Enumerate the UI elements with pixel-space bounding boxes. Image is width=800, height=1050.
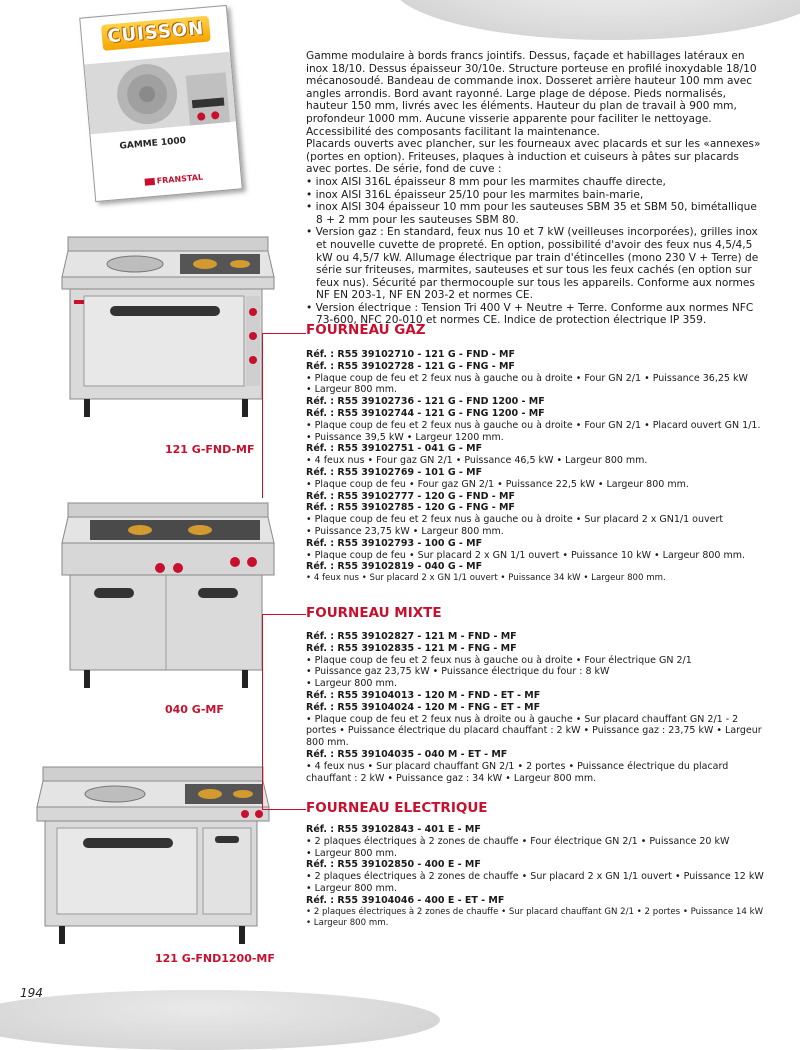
reference-code: Réf. : R55 39102777 - 120 G - FND - MF: [306, 490, 515, 502]
section-body-mixte: [306, 631, 764, 784]
reference-code: Réf. : R55 39102850 - 400 E - MF: [306, 859, 481, 871]
spec-line: • 4 feux nus • Sur placard 2 x GN 1/1 ouvert • Puissance 34 kW • Largeur 800 mm.: [306, 573, 764, 585]
reference-code: Réf. : R55 39104013 - 120 M - FND - ET - MF: [306, 689, 541, 701]
connector-line: [262, 809, 306, 810]
section-body-gaz: [306, 349, 764, 585]
spec-line: • Puissance 39,5 kW • Largeur 1200 mm.: [306, 432, 764, 444]
intro-text: [306, 50, 766, 327]
reference-code: Réf. : R55 39102819 - 040 G - MF: [306, 561, 483, 573]
spec-line: • Puissance gaz 23,75 kW • Puissance électrique du four : 8 kW: [306, 666, 764, 678]
intro-bullet: • inox AISI 304 épaisseur 10 mm pour les sauteuses SBM 35 et SBM 50, bimétallique 8 + 2 mm pour les sauteuses SBM 80.: [306, 201, 766, 226]
reference-code: Réf. : R55 39102827 - 121 M - FND - MF: [306, 631, 517, 642]
spec-line: • Largeur 800 mm.: [306, 848, 764, 860]
section-title-electrique: FOURNEAU ELECTRIQUE: [306, 800, 488, 816]
cover-title: CUISSON: [101, 16, 211, 51]
spec-line: • 4 feux nus • Four gaz GN 2/1 • Puissance 46,5 kW • Largeur 800 mm.: [306, 455, 764, 467]
spec-line: • 4 feux nus • Sur placard chauffant GN 2/1 • 2 portes • Puissance électrique du placard chauffant : 2 kW • Puissance gaz : 34 kW • Largeur 800 mm.: [306, 761, 764, 785]
product-image-040-g-mf: [60, 498, 280, 698]
bottom-decorative-arc: [0, 990, 440, 1050]
intro-bullet: • Version électrique : Tension Tri 400 V + Neutre + Terre. Conforme aux normes NFC 73-600, NFC 20-010 et normes CE. Indice de protection électrique IP 359.: [306, 302, 766, 327]
spec-line: • 2 plaques électriques à 2 zones de chauffe • Four électrique GN 2/1 • Puissance 20 kW: [306, 836, 764, 848]
reference-code: Réf. : R55 39102728 - 121 G - FNG - MF: [306, 360, 515, 372]
page-number: 194: [20, 986, 43, 1000]
top-decorative-arc: [392, 0, 800, 40]
cover-cooktop-illustration: [83, 42, 236, 144]
reference-code: Réf. : R55 39104024 - 120 M - FNG - ET - MF: [306, 701, 541, 713]
spec-line: • 2 plaques électriques à 2 zones de chauffe • Sur placard 2 x GN 1/1 ouvert • Puissance 12 kW • Largeur 800 mm.: [306, 871, 764, 895]
section-title-gaz: FOURNEAU GAZ: [306, 322, 426, 338]
reference-code: Réf. : R55 39102736 - 121 G - FND 1200 - MF: [306, 396, 545, 408]
reference-code: Réf. : R55 39102751 - 041 G - MF: [306, 443, 483, 455]
connector-line: [262, 333, 263, 498]
reference-code: Réf. : R55 39102785 - 120 G - FNG - MF: [306, 502, 515, 514]
spec-line: • Largeur 800 mm.: [306, 678, 764, 690]
caption-040-g-mf: 040 G-MF: [165, 703, 224, 716]
intro-bullet: • inox AISI 316L épaisseur 8 mm pour les marmites chauffe directe,: [306, 176, 766, 189]
reference-code: Réf. : R55 39102744 - 121 G - FNG 1200 - MF: [306, 407, 545, 419]
caption-121-g-fnd-mf: 121 G-FND-MF: [165, 443, 255, 456]
catalogue-cover: [79, 5, 243, 202]
section-body-electrique: [306, 824, 764, 930]
spec-line: • Puissance 23,75 kW • Largeur 800 mm.: [306, 526, 764, 538]
spec-line: • Plaque coup de feu • Sur placard 2 x GN 1/1 ouvert • Puissance 10 kW • Largeur 800 mm.: [306, 550, 764, 562]
section-title-mixte: FOURNEAU MIXTE: [306, 605, 442, 621]
product-image-121-g-fnd1200-mf: [35, 762, 275, 948]
spec-line: • 2 plaques électriques à 2 zones de chauffe • Sur placard chauffant GN 2/1 • 2 portes • Puissance 14 kW • Largeur 800 mm.: [306, 907, 764, 931]
intro-bullet: • inox AISI 316L épaisseur 25/10 pour les marmites bain-marie,: [306, 189, 766, 202]
reference-code: Réf. : R55 39102843 - 401 E - MF: [306, 824, 481, 835]
connector-line: [262, 333, 306, 334]
spec-line: • Plaque coup de feu et 2 feux nus à gauche ou à droite • Four GN 2/1 • Placard ouvert GN 1/1.: [306, 420, 764, 432]
reference-code: Réf. : R55 39102835 - 121 M - FNG - MF: [306, 642, 517, 654]
reference-code: Réf. : R55 39102710 - 121 G - FND - MF: [306, 349, 515, 360]
spec-line: • Plaque coup de feu et 2 feux nus à gauche ou à droite • Four GN 2/1 • Puissance 36,25 kW: [306, 373, 764, 385]
spec-line: • Plaque coup de feu • Four gaz GN 2/1 • Puissance 22,5 kW • Largeur 800 mm.: [306, 479, 764, 491]
caption-121-g-fnd1200-mf: 121 G-FND1200-MF: [155, 952, 275, 965]
reference-code: Réf. : R55 39102793 - 100 G - MF: [306, 537, 483, 549]
reference-code: Réf. : R55 39102769 - 101 G - MF: [306, 466, 483, 478]
connector-line: [262, 614, 263, 809]
intro-bullet-list: [306, 176, 766, 327]
reference-code: Réf. : R55 39104046 - 400 E - ET - MF: [306, 894, 505, 906]
reference-code: Réf. : R55 39104035 - 040 M - ET - MF: [306, 748, 508, 760]
cover-subtitle: GAMME 1000: [119, 135, 187, 152]
spec-line: • Plaque coup de feu et 2 feux nus à gauche ou à droite • Sur placard 2 x GN1/1 ouvert: [306, 514, 764, 526]
cover-brand-logo: FRANSTAL: [144, 173, 203, 187]
intro-paragraph-1: Gamme modulaire à bords francs jointifs. Dessus, façade et habillages latéraux en inox 18/10. Dessus épaisseur 30/10e. Structure porteuse en profilé inoxydable 18/10 mécanosoudé. Bandeau de commande inox. Dosseret arrière hauteur 100 mm avec angles arrondis. Bord avant rayonné. Large plage de dépose. Pieds normalisés, hauteur 150 mm, livrés avec les éléments. Hauteur du plan de travail à 900 mm, profondeur 1000 mm. Aucune visserie apparente pour faciliter le nettoyage. Accessibilité des composants facilitant la maintenance.: [306, 50, 757, 138]
intro-bullet: • Version gaz : En standard, feux nus 10 et 7 kW (veilleuses incorporées), grilles inox et nouvelle cuvette de propreté. En option, possibilité d'avoir des feux nus 4,5/4,5 kW ou 4,5/7 kW. Allumage électrique par train d'étincelles (mono 230 V + Terre) de série sur friteuses, marmites, sauteuses et sur tous les feux cachés (en option sur feux nus). Sécurité par thermocouple sur tous les appareils. Conforme aux normes NF EN 203-1, NF EN 203-2 et normes CE.: [306, 226, 766, 302]
connector-line: [262, 614, 306, 615]
spec-line: • Plaque coup de feu et 2 feux nus à gauche ou à droite • Four électrique GN 2/1: [306, 655, 764, 667]
spec-line: • Largeur 800 mm.: [306, 384, 764, 396]
product-image-121-g-fnd-mf: [60, 232, 280, 422]
spec-line: • Plaque coup de feu et 2 feux nus à droite ou à gauche • Sur placard chauffant GN 2/1 - 2 portes • Puissance électrique du placard chauffant : 2 kW • Puissance gaz : 23,75 kW • Largeur 800 mm.: [306, 714, 764, 749]
intro-paragraph-2: Placards ouverts avec plancher, sur les fourneaux avec placards et sur les «annexes» (portes en option). Friteuses, plaques à induction et cuiseurs à pâtes sur placards avec portes. De série, fond de cuve :: [306, 138, 761, 176]
